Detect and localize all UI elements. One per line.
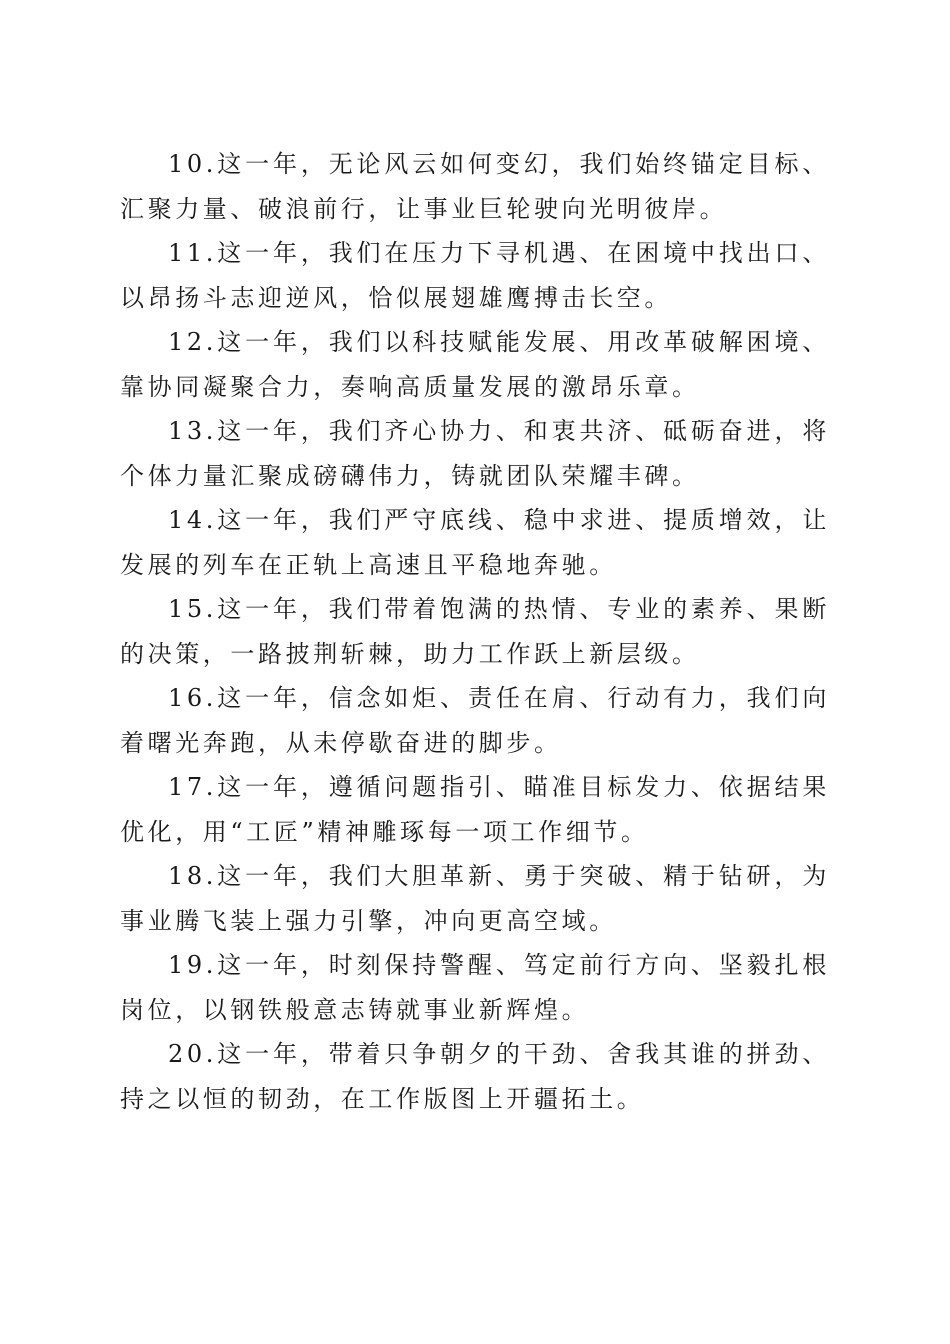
paragraph-16: 16.这一年，信念如炬、责任在肩、行动有力，我们向着曙光奔跑，从未停歇奋进的脚步。	[120, 684, 830, 757]
paragraph-18: 18.这一年，我们大胆革新、勇于突破、精于钻研，为事业腾飞装上强力引擎，冲向更高空域。	[120, 862, 830, 935]
paragraph-14: 14.这一年，我们严守底线、稳中求进、提质增效，让发展的列车在正轨上高速且平稳地奔驰。	[120, 506, 830, 579]
paragraph-13: 13.这一年，我们齐心协力、和衷共济、砥砺奋进，将个体力量汇聚成磅礴伟力，铸就团队荣耀丰碑。	[120, 417, 830, 490]
paragraph-12: 12.这一年，我们以科技赋能发展、用改革破解困境、靠协同凝聚合力，奏响高质量发展的激昂乐章。	[120, 328, 830, 401]
paragraph-17: 17.这一年，遵循问题指引、瞄准目标发力、依据结果优化，用“工匠”精神雕琢每一项工作细节。	[120, 773, 830, 846]
paragraph-15: 15.这一年，我们带着饱满的热情、专业的素养、果断的决策，一路披荆斩棘，助力工作跃上新层级。	[120, 595, 830, 668]
paragraph-19: 19.这一年，时刻保持警醒、笃定前行方向、坚毅扎根岗位，以钢铁般意志铸就事业新辉煌。	[120, 951, 830, 1024]
document-page	[120, 142, 830, 1121]
paragraph-20: 20.这一年，带着只争朝夕的干劲、舍我其谁的拼劲、持之以恒的韧劲，在工作版图上开疆拓土。	[120, 1040, 830, 1113]
paragraph-11: 11.这一年，我们在压力下寻机遇、在困境中找出口、以昂扬斗志迎逆风，恰似展翅雄鹰搏击长空。	[120, 239, 830, 312]
paragraph-10: 10.这一年，无论风云如何变幻，我们始终锚定目标、汇聚力量、破浪前行，让事业巨轮驶向光明彼岸。	[120, 150, 830, 223]
